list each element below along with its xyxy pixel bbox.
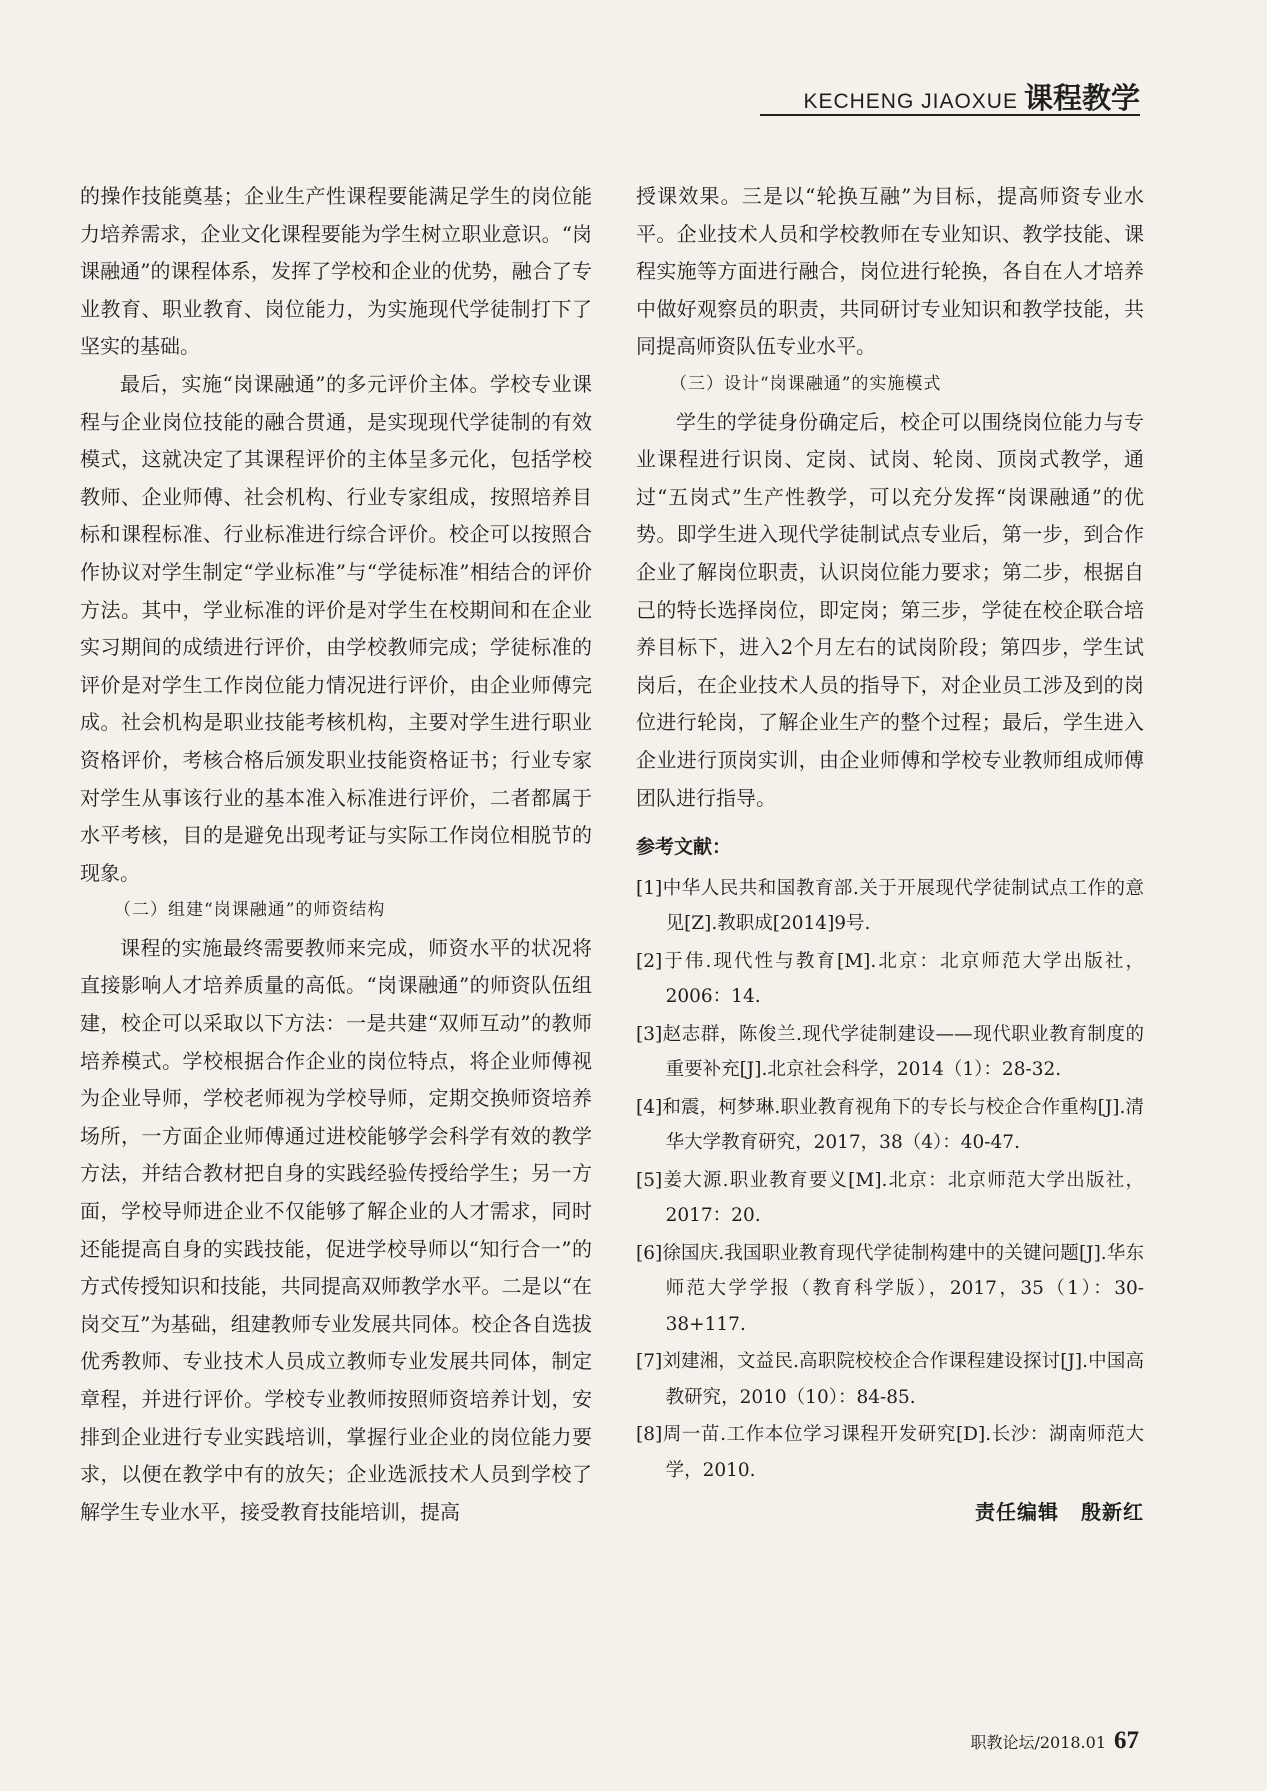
reference-item: [8]周一苗.工作本位学习课程开发研究[D].长沙：湖南师范大学，2010. <box>636 1424 1144 1481</box>
paragraph: 课程的实施最终需要教师来完成，师资水平的状况将直接影响人才培养质量的高低。“岗课融通”的师资队伍组建，校企可以采取以下方法：一是共建“双师互动”的教师培养模式。学校根据合作企业的岗位特点，将企业师傅视为企业导师，学校老师视为学校导师，定期交换师资培养场所，一方面企业师傅通过进校能够学会科学有效的教学方法，并结合教材把自身的实践经验传授给学生；另一方面，学校导师进企业不仅能够了解企业的人才需求，同时还能提高自身的实践技能，促进学校导师以“知行合一”的方式传授知识和技能，共同提高双师教学水平。二是以“在岗交互”为基础，组建教师专业发展共同体。校企各自选拔优秀教师、专业技术人员成立教师专业发展共同体，制定章程，并进行评价。学校专业教师按照师资培养计划，安排到企业进行专业实践培训，掌握行业企业的岗位能力要求，以便在教学中有的放矢；企业选派技术人员到学校了解学生专业水平，接受教育技能培训，提高 <box>80 935 592 1524</box>
reference-item: [3]赵志群，陈俊兰.现代学徒制建设——现代职业教育制度的重要补充[J].北京社会科学，2014（1）：28-32. <box>636 1023 1144 1081</box>
left-column <box>80 178 592 1531</box>
page-number: 67 <box>1114 1727 1139 1754</box>
section-heading: （二）组建“岗课融通”的师资结构 <box>114 900 386 921</box>
editor-name: 殷新红 <box>1081 1500 1144 1525</box>
paragraph: 授课效果。三是以“轮换互融”为目标，提高师资专业水平。企业技术人员和学校教师在专业知识、教学技能、课程实施等方面进行融合，岗位进行轮换，各自在人才培养中做好观察员的职责，共同研讨专业知识和教学技能，共同提高师资队伍专业水平。 <box>636 184 1144 359</box>
running-header <box>760 76 1140 126</box>
reference-item: [1]中华人民共和国教育部.关于开展现代学徒制试点工作的意见[Z].教职成[2014]9号. <box>636 877 1144 935</box>
right-column <box>636 178 1144 1532</box>
paragraph: 的操作技能奠基；企业生产性课程要能满足学生的岗位能力培养需求，企业文化课程要能为学生树立职业意识。“岗课融通”的课程体系，发挥了学校和企业的优势，融合了专业教育、职业教育、岗位能力，为实施现代学徒制打下了坚实的基础。 <box>80 184 592 359</box>
paragraph: 最后，实施“岗课融通”的多元评价主体。学校专业课程与企业岗位技能的融合贯通，是实现现代学徒制的有效模式，这就决定了其课程评价的主体呈多元化，包括学校教师、企业师傅、社会机构、行业专家组成，按照培养目标和课程标准、行业标准进行综合评价。校企可以按照合作协议对学生制定“学业标准”与“学徒标准”相结合的评价方法。其中，学业标准的评价是对学生在校期间和在企业实习期间的成绩进行评价，由学校教师完成；学徒标准的评价是对学生工作岗位能力情况进行评价，由企业师傅完成。社会机构是职业技能考核机构，主要对学生进行职业资格评价，考核合格后颁发职业技能资格证书；行业专家对学生从事该行业的基本准入标准进行评价，二者都属于水平考核，目的是避免出现考证与实际工作岗位相脱节的现象。 <box>80 371 592 885</box>
journal-issue: 职教论坛/2018.01 <box>970 1733 1106 1752</box>
header-rule <box>760 114 1140 116</box>
editor-label: 责任编辑 <box>975 1500 1059 1525</box>
reference-item: [2]于伟.现代性与教育[M].北京：北京师范大学出版社，2006：14. <box>636 950 1144 1008</box>
reference-item: [5]姜大源.职业教育要义[M].北京：北京师范大学出版社，2017：20. <box>636 1169 1144 1227</box>
header-pinyin: KECHENG JIAOXUE <box>803 90 1018 113</box>
reference-item: [6]徐国庆.我国职业教育现代学徒制构建中的关键问题[J].华东师范大学学报（教育科学版），2017，35（1）：30-38+117. <box>636 1242 1144 1335</box>
page-footer <box>970 1727 1139 1755</box>
editor-credit <box>636 1494 1144 1532</box>
section-heading: （三）设计“岗课融通”的实施模式 <box>670 373 942 394</box>
header-section-title: 课程教学 <box>1023 81 1140 115</box>
reference-item: [7]刘建湘，文益民.高职院校校企合作课程建设探讨[J].中国高教研究，2010（10）：84-85. <box>636 1351 1144 1408</box>
references-heading: 参考文献： <box>636 836 732 859</box>
paragraph: 学生的学徒身份确定后，校企可以围绕岗位能力与专业课程进行识岗、定岗、试岗、轮岗、顶岗式教学，通过“五岗式”生产性教学，可以充分发挥“岗课融通”的优势。即学生进入现代学徒制试点专业后，第一步，到合作企业了解岗位职责，认识岗位能力要求；第二步，根据自己的特长选择岗位，即定岗；第三步，学徒在校企联合培养目标下，进入2个月左右的试岗阶段；第四步，学生试岗后，在企业技术人员的指导下，对企业员工涉及到的岗位进行轮岗，了解企业生产的整个过程；最后，学生进入企业进行顶岗实训，由企业师傅和学校专业教师组成师傅团队进行指导。 <box>636 409 1144 810</box>
reference-list <box>636 871 1144 1489</box>
reference-item: [4]和震，柯梦琳.职业教育视角下的专长与校企合作重构[J].清华大学教育研究，2017，38（4）：40-47. <box>636 1096 1144 1154</box>
